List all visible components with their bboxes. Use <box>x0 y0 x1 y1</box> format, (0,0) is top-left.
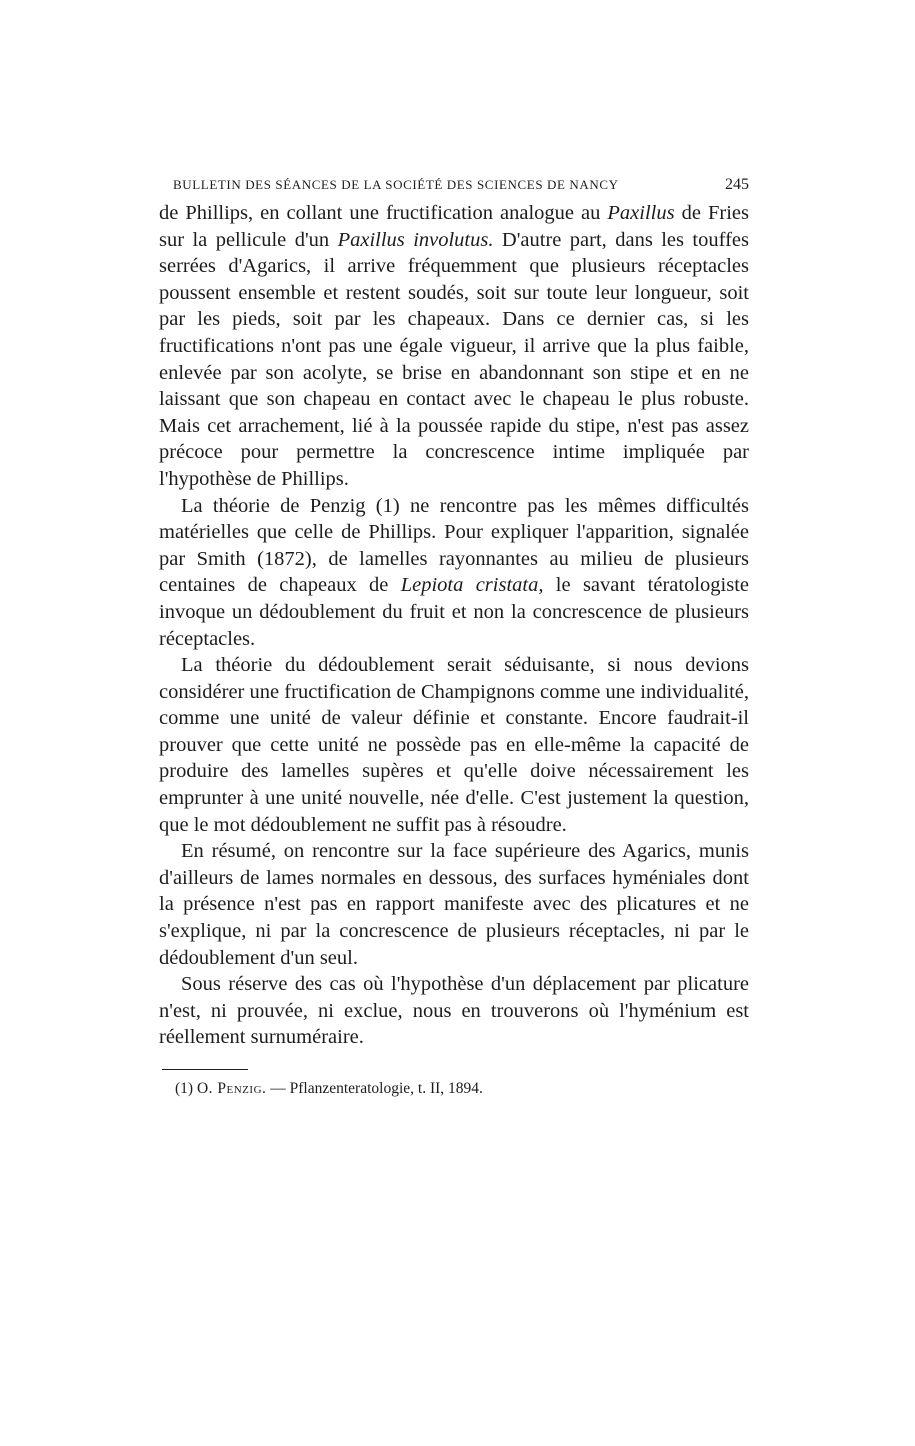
paragraph <box>159 493 749 653</box>
body-text <box>159 200 749 1051</box>
text-run: le savant tératologiste invoque un dédoublement du fruit et non la concrescence de plusieurs réceptacles. <box>159 574 749 650</box>
running-head <box>159 176 749 200</box>
text-run: En résumé, on rencontre sur la face supérieure des Agarics, munis d'ailleurs de lames normales en dessous, des surfaces hyméniales dont la présence n'est pas en rapport manifeste avec des plicatures et ne s'explique, ni par la concrescence de plusieurs réceptacles, ni par le dédoublement d'un seul. <box>159 840 749 969</box>
text-run: de Phillips, en collant une fructification analogue au <box>159 202 608 224</box>
paragraph <box>159 200 749 493</box>
italic-term: Lepiota cristata, <box>400 574 544 597</box>
italic-term: Paxillus involutus. <box>337 228 494 251</box>
text-run: La théorie du dédoublement serait séduisante, si nous devions considérer une fructification de Champignons comme une individualité, comme une unité de valeur définie et constante. Encore faudrait-il prouver que cette unité ne possède pas en elle-même la capacité de produire des lamelles supères et qu'elle doive nécessairement les emprunter à une unité nouvelle, née d'elle. C'est justement la question, que le mot dédoublement ne suffit pas à résoudre. <box>159 654 749 836</box>
page-number: 245 <box>725 176 749 193</box>
italic-term: Paxillus <box>607 202 675 224</box>
paragraph <box>159 652 749 838</box>
footnote-marker: (1) <box>175 1080 194 1097</box>
text-run: La théorie de Penzig (1) ne rencontre pas les mêmes difficultés matérielles que celle de Phillips. Pour expliquer l'apparition, signalée par Smith (1872), de lamelles rayonnantes au milieu de plusieurs centaines de chapeaux de <box>159 494 749 597</box>
text-run: Sous réserve des cas où l'hypothèse d'un déplacement par plicature n'est, ni prouvée, ni exclue, nous en trouverons où l'hyménium est réellement surnuméraire. <box>159 973 749 1049</box>
paragraph <box>159 838 749 971</box>
text-run: de Fries sur la pellicule d'un <box>159 202 749 251</box>
page <box>159 176 749 1099</box>
footnote-rule <box>162 1069 248 1070</box>
footnote-author: O. Penzig. <box>196 1080 267 1097</box>
text-run: D'autre part, dans les touffes serrées d'Agarics, il arrive fréquemment que plusieurs réceptacles poussent ensemble et restent soudés, soit sur toute leur longueur, soit par les pieds, soit par les chapeaux. Dans ce dernier cas, si les fructifications n'ont pas une égale vigueur, il arrive que la plus faible, enlevée par son acolyte, se brise en abandonnant son stipe et en ne laissant que son chapeau en contact avec le chapeau le plus robuste. Mais cet arrachement, lié à la poussée rapide du stipe, n'est pas assez précoce pour permettre la concrescence intime impliquée par l'hypothèse de Phillips. <box>159 228 749 490</box>
footnote-text: — Pflanzenteratologie, t. II, 1894. <box>270 1080 483 1097</box>
paragraph <box>159 971 749 1051</box>
running-title: BULLETIN DES SÉANCES DE LA SOCIÉTÉ DES SCIENCES DE NANCY <box>173 177 619 192</box>
footnote <box>159 1079 749 1099</box>
